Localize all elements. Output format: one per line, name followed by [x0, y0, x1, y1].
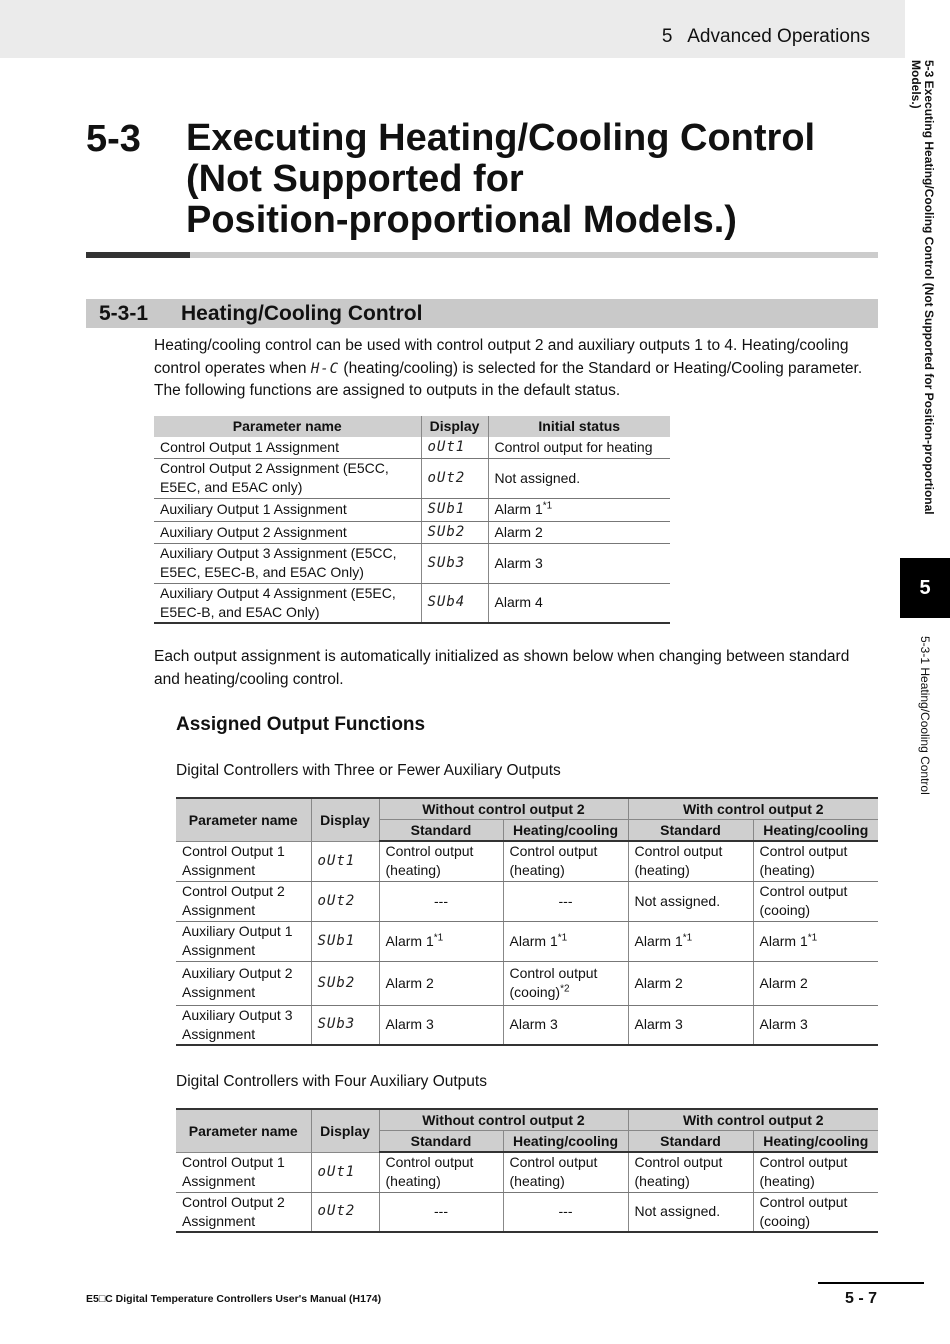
status-cell: Control output for heating [488, 437, 670, 458]
chapter-title-line: Executing Heating/Cooling Control [186, 117, 816, 159]
column-group-header: Without control output 2 [379, 1109, 628, 1131]
display-code-cell: oUt2 [421, 458, 488, 498]
param-cell: Auxiliary Output 1 Assignment [154, 498, 421, 521]
display-code-cell: oUt1 [421, 437, 488, 458]
column-header: Standard [379, 1131, 503, 1153]
param-cell: Control Output 2 Assignment [176, 1192, 311, 1232]
footnote-mark: *1 [682, 931, 693, 943]
display-code-cell: oUt2 [311, 881, 379, 921]
intro-text: control operates when [154, 359, 311, 377]
side-section-title: 5-3-1 Heating/Cooling Control [918, 636, 932, 795]
display-code-cell: SUb2 [311, 961, 379, 1005]
value-cell: Control output (heating) [503, 841, 628, 881]
four-aux-output-table [176, 1108, 878, 1233]
footer-manual-title: E5□C Digital Temperature Controllers User's Manual (H174) [86, 1293, 382, 1305]
value-cell: Control output (cooing) [753, 1192, 878, 1232]
param-cell: Auxiliary Output 3 Assignment (E5CC, E5EC, E5EC-B, and E5AC Only) [154, 543, 421, 583]
three-aux-output-table [176, 797, 878, 1046]
paragraph-line: and heating/cooling control. [154, 670, 344, 688]
value-cell: Alarm 3 [379, 1005, 503, 1045]
intro-line [154, 358, 884, 381]
column-header: Heating/cooling [503, 820, 628, 842]
intro-paragraph [154, 335, 884, 403]
param-cell: Control Output 2 Assignment (E5CC, E5EC, and E5AC only) [154, 458, 421, 498]
value-cell: Alarm 2 [628, 961, 753, 1005]
table-header-row [154, 416, 670, 437]
value-cell: --- [503, 1192, 628, 1232]
table-row [176, 881, 878, 921]
value-cell: Alarm 3 [753, 1005, 878, 1045]
column-header: Parameter name [176, 1109, 311, 1152]
value-cell: Control output (cooing) [753, 881, 878, 921]
display-code-cell: SUb3 [311, 1005, 379, 1045]
param-cell: Auxiliary Output 4 Assignment (E5EC, E5EC-B, and E5AC Only) [154, 583, 421, 623]
status-cell: Alarm 3 [488, 543, 670, 583]
table-row [176, 841, 878, 881]
assigned-output-heading: Assigned Output Functions [176, 714, 426, 735]
title-rule-dark [86, 252, 190, 258]
table-header-row [176, 1109, 878, 1131]
status-text: Alarm 1 [494, 501, 543, 517]
display-code-cell: oUt1 [311, 1152, 379, 1192]
table-row [154, 458, 670, 498]
table-row [154, 437, 670, 458]
table-header-row [176, 798, 878, 820]
initialization-paragraph [154, 646, 884, 691]
chapter-title-line: (Not Supported for [186, 158, 524, 200]
value-cell: Control output (heating) [379, 841, 503, 881]
running-header: 5 Advanced Operations [661, 26, 870, 47]
intro-line: The following functions are assigned to outputs in the default status. [154, 382, 621, 399]
column-header: Display [421, 416, 488, 437]
status-cell: Alarm 4 [488, 583, 670, 623]
footnote-mark: *1 [433, 931, 444, 943]
display-code-cell: SUb2 [421, 521, 488, 543]
table3-caption: Digital Controllers with Three or Fewer Auxiliary Outputs [176, 762, 561, 779]
value-cell: Control output (heating) [379, 1152, 503, 1192]
value-cell [379, 921, 503, 961]
column-group-header: With control output 2 [628, 798, 878, 820]
chapter-title [186, 118, 886, 241]
value-cell: Alarm 2 [753, 961, 878, 1005]
table4-caption: Digital Controllers with Four Auxiliary Outputs [176, 1073, 487, 1090]
footnote-mark: *1 [557, 931, 568, 943]
param-cell: Control Output 1 Assignment [176, 1152, 311, 1192]
value-text: Alarm 1 [509, 932, 558, 949]
column-header: Heating/cooling [753, 820, 878, 842]
table-row [154, 583, 670, 623]
column-group-header: Without control output 2 [379, 798, 628, 820]
display-code-cell: oUt2 [311, 1192, 379, 1232]
display-code-cell: SUb4 [421, 583, 488, 623]
column-header: Standard [379, 820, 503, 842]
side-chapter-title: 5-3 Executing Heating/Cooling Control (Not Supported for Position-proportional Models.) [909, 60, 936, 515]
paragraph-line: Each output assignment is automatically initialized as shown below when changing between standard [154, 648, 850, 665]
column-header: Heating/cooling [753, 1131, 878, 1153]
display-code-cell: SUb1 [311, 921, 379, 961]
column-header: Standard [628, 1131, 753, 1153]
column-header: Heating/cooling [503, 1131, 628, 1153]
side-chapter-number: 5 [900, 558, 950, 618]
hc-display-code: H-C [310, 360, 340, 377]
status-cell: Alarm 2 [488, 521, 670, 543]
default-assignment-table [154, 416, 670, 624]
param-cell: Auxiliary Output 3 Assignment [176, 1005, 311, 1045]
footnote-mark: *2 [560, 983, 570, 995]
table-row [154, 543, 670, 583]
section-title: Heating/Cooling Control [181, 302, 423, 325]
value-text: Alarm 1 [385, 932, 434, 949]
column-header: Initial status [488, 416, 670, 437]
chapter-number: 5-3 [86, 118, 141, 160]
status-cell: Not assigned. [488, 458, 670, 498]
table-row [176, 1152, 878, 1192]
value-cell [503, 961, 628, 1005]
param-cell: Control Output 1 Assignment [154, 437, 421, 458]
display-code-cell: oUt1 [311, 841, 379, 881]
column-header: Standard [628, 820, 753, 842]
value-cell: Control output (heating) [628, 1152, 753, 1192]
value-text: Alarm 1 [759, 932, 808, 949]
value-cell: Control output (heating) [503, 1152, 628, 1192]
display-code-cell: SUb1 [421, 498, 488, 521]
page-number: 5 - 7 [845, 1290, 878, 1307]
param-cell: Auxiliary Output 1 Assignment [176, 921, 311, 961]
value-cell: Alarm 3 [628, 1005, 753, 1045]
table-row [176, 961, 878, 1005]
table-row [176, 921, 878, 961]
value-text: Control output (cooing) [509, 965, 598, 1000]
value-cell: Not assigned. [628, 1192, 753, 1232]
value-cell [753, 921, 878, 961]
column-group-header: With control output 2 [628, 1109, 878, 1131]
status-cell [488, 498, 670, 521]
footnote-mark: *1 [807, 931, 818, 943]
table-row [154, 521, 670, 543]
column-header: Parameter name [154, 416, 421, 437]
value-cell: Control output (heating) [628, 841, 753, 881]
param-cell: Control Output 2 Assignment [176, 881, 311, 921]
value-cell [503, 921, 628, 961]
value-cell: Control output (heating) [753, 1152, 878, 1192]
table-row [176, 1192, 878, 1232]
value-cell: Alarm 3 [503, 1005, 628, 1045]
table-row [154, 498, 670, 521]
value-cell: --- [379, 1192, 503, 1232]
value-text: Alarm 1 [634, 932, 683, 949]
intro-line: Heating/cooling control can be used with control output 2 and auxiliary outputs 1 to 4. Heating/cooling [154, 337, 849, 354]
display-code-cell: SUb3 [421, 543, 488, 583]
value-cell: --- [503, 881, 628, 921]
title-rule-light [190, 252, 878, 258]
param-cell: Control Output 1 Assignment [176, 841, 311, 881]
value-cell [628, 921, 753, 961]
column-header: Parameter name [176, 798, 311, 841]
param-cell: Auxiliary Output 2 Assignment [176, 961, 311, 1005]
section-number: 5-3-1 [99, 302, 149, 325]
value-cell: Not assigned. [628, 881, 753, 921]
footnote-mark: *1 [542, 500, 553, 512]
chapter-title-line: Position-proportional Models.) [186, 199, 737, 241]
table-row [176, 1005, 878, 1045]
intro-text: (heating/cooling) is selected for the Standard or Heating/Cooling parameter. [339, 359, 863, 377]
column-header: Display [311, 1109, 379, 1152]
value-cell: Control output (heating) [753, 841, 878, 881]
column-header: Display [311, 798, 379, 841]
value-cell: --- [379, 881, 503, 921]
footer-rule [818, 1282, 924, 1284]
param-cell: Auxiliary Output 2 Assignment [154, 521, 421, 543]
value-cell: Alarm 2 [379, 961, 503, 1005]
